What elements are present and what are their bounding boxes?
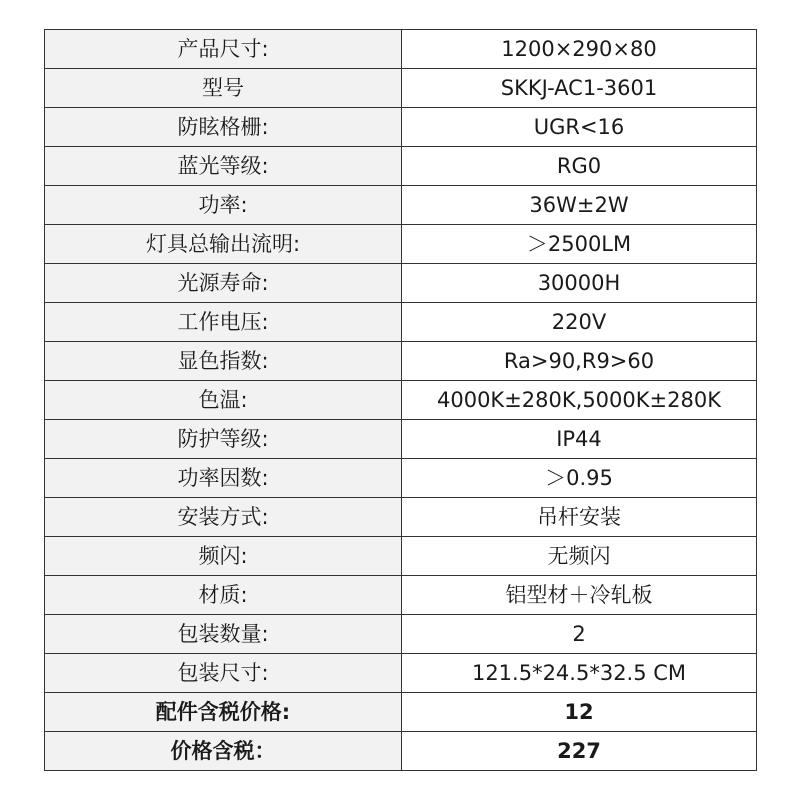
spec-value: 121.5*24.5*32.5 CM	[402, 654, 757, 693]
spec-value: 2	[402, 615, 757, 654]
table-row	[45, 654, 757, 693]
spec-value: 1200×290×80	[402, 30, 757, 69]
spec-value: ＞2500LM	[402, 225, 757, 264]
spec-value: SKKJ-AC1-3601	[402, 69, 757, 108]
spec-label: 灯具总输出流明:	[45, 225, 402, 264]
spec-value: UGR<16	[402, 108, 757, 147]
table-row	[45, 108, 757, 147]
table-row	[45, 225, 757, 264]
spec-value: ＞0.95	[402, 459, 757, 498]
spec-value: IP44	[402, 420, 757, 459]
spec-label: 色温:	[45, 381, 402, 420]
spec-value: 无频闪	[402, 537, 757, 576]
spec-label: 功率因数:	[45, 459, 402, 498]
spec-label: 光源寿命:	[45, 264, 402, 303]
table-row	[45, 576, 757, 615]
table-row	[45, 30, 757, 69]
table-row	[45, 537, 757, 576]
spec-label: 配件含税价格:	[45, 693, 402, 732]
table-row	[45, 186, 757, 225]
spec-value: 30000H	[402, 264, 757, 303]
spec-label: 包装数量:	[45, 615, 402, 654]
table-row	[45, 381, 757, 420]
spec-value: 36W±2W	[402, 186, 757, 225]
table-row	[45, 303, 757, 342]
spec-label: 安装方式:	[45, 498, 402, 537]
spec-value: 12	[402, 693, 757, 732]
spec-value: 吊杆安装	[402, 498, 757, 537]
spec-label: 防护等级:	[45, 420, 402, 459]
spec-label: 工作电压:	[45, 303, 402, 342]
spec-label: 型号	[45, 69, 402, 108]
spec-label: 价格含税：	[45, 732, 402, 771]
table-row	[45, 459, 757, 498]
spec-value: 铝型材＋冷轧板	[402, 576, 757, 615]
spec-label: 功率:	[45, 186, 402, 225]
table-row	[45, 342, 757, 381]
table-row	[45, 69, 757, 108]
table-row	[45, 498, 757, 537]
spec-value: 4000K±280K,5000K±280K	[402, 381, 757, 420]
spec-label: 防眩格栅:	[45, 108, 402, 147]
table-row	[45, 615, 757, 654]
spec-value: RG0	[402, 147, 757, 186]
spec-value: 227	[402, 732, 757, 771]
spec-label: 显色指数:	[45, 342, 402, 381]
spec-label: 材质:	[45, 576, 402, 615]
table-row-price	[45, 732, 757, 771]
table-row	[45, 420, 757, 459]
table-row	[45, 264, 757, 303]
spec-label: 包装尺寸:	[45, 654, 402, 693]
spec-label: 产品尺寸:	[45, 30, 402, 69]
spec-table	[44, 29, 757, 771]
spec-label: 蓝光等级:	[45, 147, 402, 186]
table-row-accessory-price	[45, 693, 757, 732]
table-row	[45, 147, 757, 186]
spec-value: Ra>90,R9>60	[402, 342, 757, 381]
spec-label: 频闪:	[45, 537, 402, 576]
spec-value: 220V	[402, 303, 757, 342]
